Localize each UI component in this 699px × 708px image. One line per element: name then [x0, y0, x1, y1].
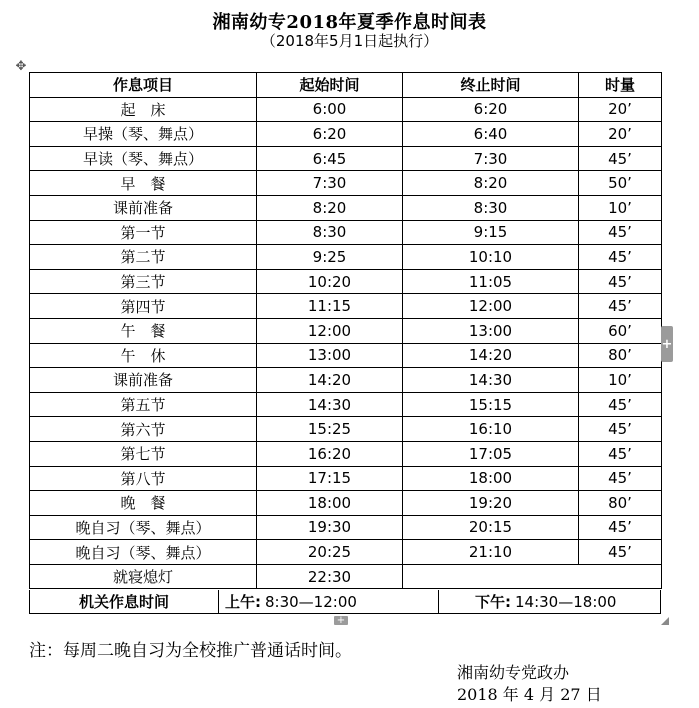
- start-time-cell: 8:30: [257, 220, 403, 245]
- duration-cell: 20’: [579, 122, 662, 147]
- duration-cell: 45’: [579, 220, 662, 245]
- table-row: [30, 294, 662, 319]
- table-resize-icon[interactable]: [661, 617, 669, 625]
- duration-cell: 20’: [579, 97, 662, 122]
- office-hours-row: [29, 590, 661, 614]
- table-row: [30, 515, 662, 540]
- end-time-cell: 18:00: [403, 466, 579, 491]
- start-time-cell: 8:20: [257, 195, 403, 220]
- end-time-cell: 8:30: [403, 195, 579, 220]
- start-time-cell: 16:20: [257, 441, 403, 466]
- table-row: [30, 220, 662, 245]
- schedule-item-cell: 课前准备: [30, 195, 257, 220]
- end-time-cell: 9:15: [403, 220, 579, 245]
- office-hours-label: 机关作息时间: [30, 590, 219, 613]
- table-row: [30, 171, 662, 196]
- office-hours-pm-value: 14:30—18:00: [515, 592, 617, 611]
- office-hours-pm: [439, 590, 660, 613]
- start-time-cell: 15:25: [257, 417, 403, 442]
- start-time-cell: 20:25: [257, 540, 403, 565]
- schedule-item-cell: 第八节: [30, 466, 257, 491]
- table-row: [30, 97, 662, 122]
- end-time-cell: 19:20: [403, 491, 579, 516]
- table-row: [30, 466, 662, 491]
- office-hours-pm-label: 下午:: [475, 593, 511, 611]
- duration-cell: 45’: [579, 146, 662, 171]
- schedule-item-cell: 就寝熄灯: [30, 564, 257, 589]
- duration-cell: 45’: [579, 540, 662, 565]
- duration-cell: 45’: [579, 466, 662, 491]
- schedule-item-cell: 第二节: [30, 245, 257, 270]
- duration-cell: 45’: [579, 245, 662, 270]
- end-time-cell: 14:30: [403, 368, 579, 393]
- start-time-cell: 17:15: [257, 466, 403, 491]
- column-header-start: 起始时间: [257, 73, 403, 98]
- schedule-item-cell: 午 休: [30, 343, 257, 368]
- table-row: [30, 195, 662, 220]
- start-time-cell: 10:20: [257, 269, 403, 294]
- end-time-cell: 12:00: [403, 294, 579, 319]
- end-time-cell: 21:10: [403, 540, 579, 565]
- column-header-end: 终止时间: [403, 73, 579, 98]
- table-row: [30, 146, 662, 171]
- schedule-item-cell: 早 餐: [30, 171, 257, 196]
- start-time-cell: 22:30: [257, 564, 403, 589]
- start-time-cell: 14:20: [257, 368, 403, 393]
- table-row: [30, 122, 662, 147]
- table-row: [30, 441, 662, 466]
- office-hours-am-label: 上午:: [225, 593, 261, 611]
- column-header-duration: 时量: [579, 73, 662, 98]
- duration-cell: 10’: [579, 195, 662, 220]
- table-row: [30, 417, 662, 442]
- empty-cell: [403, 564, 662, 589]
- start-time-cell: 9:25: [257, 245, 403, 270]
- document-subtitle: （2018年5月1日起执行）: [260, 32, 439, 50]
- schedule-item-cell: 第五节: [30, 392, 257, 417]
- end-time-cell: 13:00: [403, 318, 579, 343]
- duration-cell: 50’: [579, 171, 662, 196]
- table-row: [30, 343, 662, 368]
- office-hours-am-value: 8:30—12:00: [265, 592, 357, 611]
- duration-cell: 10’: [579, 368, 662, 393]
- start-time-cell: 11:15: [257, 294, 403, 319]
- schedule-item-cell: 午 餐: [30, 318, 257, 343]
- start-time-cell: 19:30: [257, 515, 403, 540]
- end-time-cell: 10:10: [403, 245, 579, 270]
- start-time-cell: 7:30: [257, 171, 403, 196]
- schedule-item-cell: 晚 餐: [30, 491, 257, 516]
- end-time-cell: 11:05: [403, 269, 579, 294]
- office-hours-am: [219, 590, 439, 613]
- start-time-cell: 6:00: [257, 97, 403, 122]
- start-time-cell: 18:00: [257, 491, 403, 516]
- schedule-item-cell: 早读（琴、舞点）: [30, 146, 257, 171]
- end-time-cell: 17:05: [403, 441, 579, 466]
- end-time-cell: 6:20: [403, 97, 579, 122]
- duration-cell: 45’: [579, 417, 662, 442]
- duration-cell: 45’: [579, 515, 662, 540]
- document-title: 湘南幼专2018年夏季作息时间表: [212, 12, 487, 33]
- end-time-cell: 15:15: [403, 392, 579, 417]
- column-header-item: 作息项目: [30, 73, 257, 98]
- end-time-cell: 6:40: [403, 122, 579, 147]
- duration-cell: 80’: [579, 343, 662, 368]
- table-row: [30, 368, 662, 393]
- schedule-item-cell: 晚自习（琴、舞点）: [30, 540, 257, 565]
- schedule-table: [29, 72, 662, 589]
- duration-cell: 45’: [579, 392, 662, 417]
- table-row: [30, 491, 662, 516]
- table-row: [30, 318, 662, 343]
- issuing-office: 湘南幼专党政办: [457, 663, 570, 682]
- schedule-item-cell: 早操（琴、舞点）: [30, 122, 257, 147]
- schedule-item-cell: 晚自习（琴、舞点）: [30, 515, 257, 540]
- duration-cell: 45’: [579, 441, 662, 466]
- issue-date: 2018 年 4 月 27 日: [457, 685, 602, 704]
- duration-cell: 80’: [579, 491, 662, 516]
- end-time-cell: 14:20: [403, 343, 579, 368]
- table-row: [30, 540, 662, 565]
- start-time-cell: 6:20: [257, 122, 403, 147]
- schedule-item-cell: 第一节: [30, 220, 257, 245]
- start-time-cell: 12:00: [257, 318, 403, 343]
- footnote: 注：每周二晚自习为全校推广普通话时间。: [29, 641, 352, 661]
- schedule-item-cell: 起 床: [30, 97, 257, 122]
- end-time-cell: 16:10: [403, 417, 579, 442]
- end-time-cell: 20:15: [403, 515, 579, 540]
- start-time-cell: 13:00: [257, 343, 403, 368]
- table-row: [30, 564, 662, 589]
- schedule-item-cell: 课前准备: [30, 368, 257, 393]
- end-time-cell: 8:20: [403, 171, 579, 196]
- start-time-cell: 14:30: [257, 392, 403, 417]
- end-time-cell: 7:30: [403, 146, 579, 171]
- table-move-icon[interactable]: ✥: [15, 59, 27, 74]
- schedule-item-cell: 第六节: [30, 417, 257, 442]
- schedule-item-cell: 第四节: [30, 294, 257, 319]
- add-column-icon[interactable]: +: [661, 326, 673, 362]
- add-row-icon[interactable]: +: [334, 616, 348, 625]
- table-row: [30, 269, 662, 294]
- schedule-item-cell: 第七节: [30, 441, 257, 466]
- table-row: [30, 392, 662, 417]
- table-header-row: [30, 73, 662, 98]
- duration-cell: 45’: [579, 269, 662, 294]
- start-time-cell: 6:45: [257, 146, 403, 171]
- schedule-item-cell: 第三节: [30, 269, 257, 294]
- duration-cell: 45’: [579, 294, 662, 319]
- duration-cell: 60’: [579, 318, 662, 343]
- table-row: [30, 245, 662, 270]
